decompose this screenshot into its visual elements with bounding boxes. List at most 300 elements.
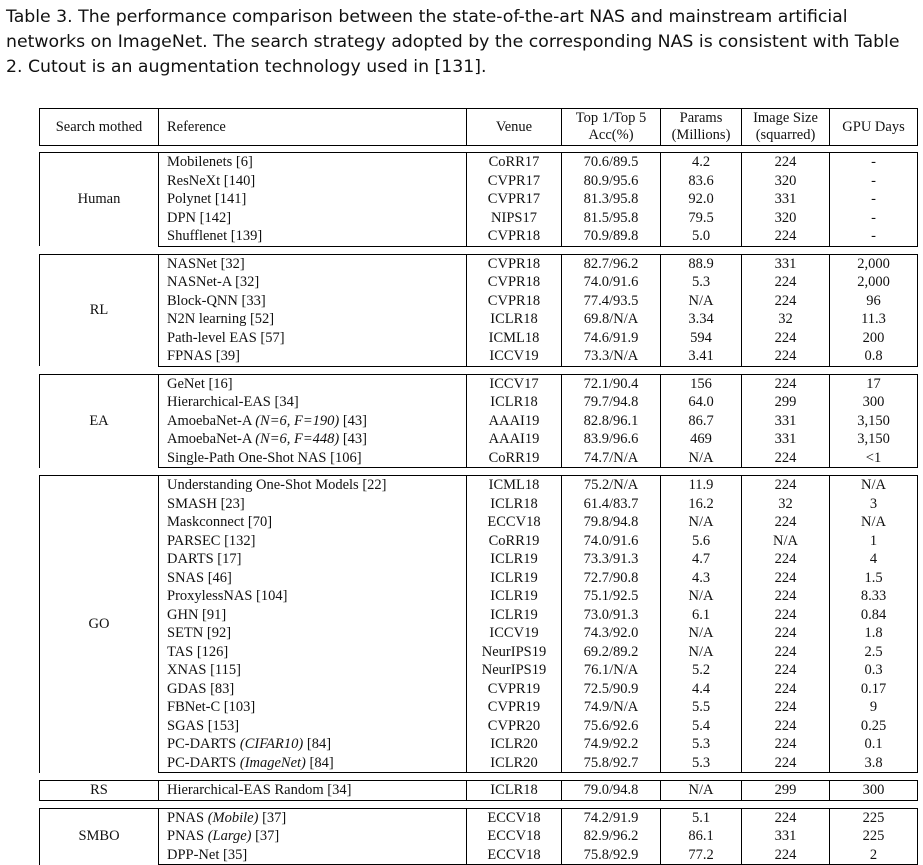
reference-variant: (Mobile) — [207, 809, 259, 826]
reference-cell — [159, 209, 467, 228]
reference-citation: [37] — [258, 809, 287, 826]
header-venue: Venue — [467, 109, 562, 146]
accuracy-cell: 74.3/92.0 — [562, 624, 661, 643]
table-row — [40, 449, 918, 468]
params-cell: 4.7 — [661, 550, 742, 569]
accuracy-cell: 82.9/96.2 — [562, 827, 661, 846]
accuracy-cell: 72.7/90.8 — [562, 569, 661, 588]
params-cell: 6.1 — [661, 606, 742, 625]
table-row — [40, 153, 918, 172]
reference-text: Shufflenet [139] — [167, 228, 263, 244]
table-row — [40, 735, 918, 754]
table-row — [40, 569, 918, 588]
params-cell: 5.3 — [661, 735, 742, 754]
table-row — [40, 698, 918, 717]
reference-text: TAS [126] — [167, 643, 229, 660]
reference-cell — [159, 393, 467, 412]
gpu-days-cell: 300 — [830, 393, 918, 412]
reference-text: SMASH [23] — [167, 495, 245, 512]
reference-variant: (Large) — [207, 828, 252, 844]
accuracy-cell: 70.9/89.8 — [562, 227, 661, 246]
group-spacer — [40, 246, 918, 254]
accuracy-cell: 81.5/95.8 — [562, 209, 661, 228]
image-size-cell: 224 — [742, 698, 830, 717]
reference-text: AmoebaNet-A — [167, 412, 256, 429]
gpu-days-cell: N/A — [830, 513, 918, 532]
venue-cell: ICLR19 — [467, 606, 562, 625]
table-header — [40, 109, 918, 146]
table-row — [40, 190, 918, 209]
method-group-smbo — [40, 808, 918, 865]
reference-cell — [159, 624, 467, 643]
reference-cell — [159, 680, 467, 699]
group-spacer — [40, 800, 918, 808]
gpu-days-cell: 0.8 — [830, 347, 918, 366]
reference-cell — [159, 698, 467, 717]
reference-cell — [159, 227, 467, 246]
image-size-cell: 224 — [742, 347, 830, 366]
gpu-days-cell: 2 — [830, 846, 918, 865]
reference-citation: [43] — [339, 431, 367, 447]
reference-citation: [43] — [339, 412, 367, 429]
reference-cell — [159, 781, 467, 801]
gpu-days-cell: 8.33 — [830, 587, 918, 606]
reference-text: NASNet-A [32] — [167, 274, 260, 290]
accuracy-cell: 69.2/89.2 — [562, 643, 661, 662]
venue-cell: CVPR19 — [467, 698, 562, 717]
venue-cell: ICML18 — [467, 476, 562, 495]
image-size-cell: 224 — [742, 374, 830, 393]
image-size-cell: 224 — [742, 153, 830, 172]
table-row — [40, 643, 918, 662]
reference-text: Maskconnect [70] — [167, 514, 273, 530]
image-size-cell: 224 — [742, 227, 830, 246]
table-row — [40, 476, 918, 495]
params-cell: N/A — [661, 292, 742, 311]
table-row — [40, 846, 918, 865]
params-cell: 11.9 — [661, 476, 742, 495]
gpu-days-cell: - — [830, 209, 918, 228]
search-method-cell: Human — [40, 153, 159, 247]
image-size-cell: 224 — [742, 680, 830, 699]
reference-cell — [159, 754, 467, 773]
gpu-days-cell: 2,000 — [830, 273, 918, 292]
table-row — [40, 227, 918, 246]
venue-cell: CVPR20 — [467, 717, 562, 736]
venue-cell: CVPR17 — [467, 190, 562, 209]
venue-cell: ICCV19 — [467, 347, 562, 366]
accuracy-cell: 79.7/94.8 — [562, 393, 661, 412]
table-row — [40, 781, 918, 801]
reference-variant: (CIFAR10) — [239, 736, 304, 752]
reference-cell — [159, 449, 467, 468]
accuracy-cell: 72.1/90.4 — [562, 374, 661, 393]
params-cell: 594 — [661, 329, 742, 348]
gpu-days-cell: - — [830, 227, 918, 246]
accuracy-cell: 75.6/92.6 — [562, 717, 661, 736]
reference-text: SGAS [153] — [167, 717, 240, 734]
params-cell: 5.6 — [661, 532, 742, 551]
reference-cell — [159, 550, 467, 569]
reference-text: ResNeXt [140] — [167, 172, 256, 189]
image-size-cell: 224 — [742, 717, 830, 736]
venue-cell: ICCV17 — [467, 374, 562, 393]
table-row — [40, 329, 918, 348]
venue-cell: CVPR18 — [467, 227, 562, 246]
gpu-days-cell: 200 — [830, 329, 918, 348]
reference-text: FPNAS [39] — [167, 348, 240, 364]
params-cell: 3.34 — [661, 310, 742, 329]
reference-cell — [159, 412, 467, 431]
venue-cell: CVPR17 — [467, 172, 562, 191]
header-params-line2: (Millions) — [671, 127, 731, 143]
accuracy-cell: 74.9/N/A — [562, 698, 661, 717]
accuracy-cell: 80.9/95.6 — [562, 172, 661, 191]
table-row — [40, 587, 918, 606]
image-size-cell: 224 — [742, 808, 830, 827]
reference-citation: [84] — [305, 754, 334, 771]
accuracy-cell: 83.9/96.6 — [562, 430, 661, 449]
accuracy-cell: 73.3/91.3 — [562, 550, 661, 569]
accuracy-cell: 79.8/94.8 — [562, 513, 661, 532]
accuracy-cell: 75.8/92.7 — [562, 754, 661, 773]
reference-text: N2N learning [52] — [167, 311, 275, 327]
table-row — [40, 495, 918, 514]
accuracy-cell: 75.1/92.5 — [562, 587, 661, 606]
reference-variant: (N=6, F=190) — [255, 412, 340, 429]
reference-cell — [159, 606, 467, 625]
image-size-cell: 331 — [742, 412, 830, 431]
accuracy-cell: 82.7/96.2 — [562, 254, 661, 273]
image-size-cell: 331 — [742, 190, 830, 209]
image-size-cell: 224 — [742, 587, 830, 606]
params-cell: 5.2 — [661, 661, 742, 680]
table-row — [40, 808, 918, 827]
reference-text: Hierarchical-EAS Random [34] — [167, 782, 352, 798]
venue-cell: ECCV18 — [467, 808, 562, 827]
header-accuracy-line1: Top 1/Top 5 — [575, 110, 647, 126]
table-row — [40, 827, 918, 846]
reference-text: DARTS [17] — [167, 551, 242, 567]
accuracy-cell: 72.5/90.9 — [562, 680, 661, 699]
reference-cell — [159, 476, 467, 495]
venue-cell: ICML18 — [467, 329, 562, 348]
venue-cell: ICLR18 — [467, 495, 562, 514]
reference-cell — [159, 172, 467, 191]
image-size-cell: N/A — [742, 532, 830, 551]
accuracy-cell: 75.2/N/A — [562, 476, 661, 495]
params-cell: 77.2 — [661, 846, 742, 865]
reference-text: Understanding One-Shot Models [22] — [167, 477, 387, 493]
image-size-cell: 224 — [742, 569, 830, 588]
reference-text: NASNet [32] — [167, 255, 245, 272]
params-cell: 79.5 — [661, 209, 742, 228]
header-image-size-line1: Image Size — [753, 110, 818, 126]
accuracy-cell: 82.8/96.1 — [562, 412, 661, 431]
venue-cell: ICLR18 — [467, 310, 562, 329]
reference-text: AmoebaNet-A — [167, 431, 256, 447]
search-method-cell: EA — [40, 374, 159, 468]
venue-cell: ICLR20 — [467, 754, 562, 773]
accuracy-cell: 73.3/N/A — [562, 347, 661, 366]
table-row — [40, 680, 918, 699]
params-cell: 88.9 — [661, 254, 742, 273]
image-size-cell: 224 — [742, 624, 830, 643]
reference-text: PNAS — [167, 828, 208, 844]
reference-text: ProxylessNAS [104] — [167, 588, 288, 604]
header-image-size — [742, 109, 830, 146]
gpu-days-cell: - — [830, 153, 918, 172]
params-cell: 5.1 — [661, 808, 742, 827]
gpu-days-cell: 3.8 — [830, 754, 918, 773]
reference-cell — [159, 329, 467, 348]
venue-cell: ICLR19 — [467, 569, 562, 588]
accuracy-cell: 77.4/93.5 — [562, 292, 661, 311]
image-size-cell: 320 — [742, 209, 830, 228]
reference-cell — [159, 513, 467, 532]
gpu-days-cell: 96 — [830, 292, 918, 311]
accuracy-cell: 74.7/N/A — [562, 449, 661, 468]
reference-cell — [159, 532, 467, 551]
header-accuracy-line2: Acc(%) — [588, 127, 634, 143]
reference-variant: (N=6, F=448) — [255, 431, 340, 447]
venue-cell: ECCV18 — [467, 513, 562, 532]
reference-text: Block-QNN [33] — [167, 292, 266, 309]
accuracy-cell: 61.4/83.7 — [562, 495, 661, 514]
table-row — [40, 310, 918, 329]
header-image-size-line2: (squarred) — [755, 127, 816, 143]
venue-cell: ICLR18 — [467, 393, 562, 412]
params-cell: N/A — [661, 624, 742, 643]
gpu-days-cell: 9 — [830, 698, 918, 717]
reference-cell — [159, 273, 467, 292]
venue-cell: ICLR19 — [467, 550, 562, 569]
params-cell: N/A — [661, 513, 742, 532]
reference-cell — [159, 190, 467, 209]
params-cell: 3.41 — [661, 347, 742, 366]
gpu-days-cell: 2.5 — [830, 643, 918, 662]
params-cell: N/A — [661, 781, 742, 801]
image-size-cell: 224 — [742, 661, 830, 680]
reference-cell — [159, 569, 467, 588]
reference-citation: [37] — [251, 828, 280, 844]
reference-text: PNAS — [167, 809, 208, 826]
search-method-cell: GO — [40, 476, 159, 773]
params-cell: 4.2 — [661, 153, 742, 172]
image-size-cell: 32 — [742, 495, 830, 514]
table-row — [40, 430, 918, 449]
reference-cell — [159, 808, 467, 827]
reference-variant: (ImageNet) — [239, 754, 306, 771]
image-size-cell: 224 — [742, 329, 830, 348]
table-row — [40, 513, 918, 532]
venue-cell: ICCV19 — [467, 624, 562, 643]
image-size-cell: 299 — [742, 781, 830, 801]
params-cell: 5.3 — [661, 754, 742, 773]
table-row — [40, 606, 918, 625]
venue-cell: NeurIPS19 — [467, 643, 562, 662]
image-size-cell: 224 — [742, 476, 830, 495]
accuracy-cell: 74.6/91.9 — [562, 329, 661, 348]
gpu-days-cell: 1.8 — [830, 624, 918, 643]
venue-cell: ICLR20 — [467, 735, 562, 754]
image-size-cell: 331 — [742, 430, 830, 449]
accuracy-cell: 76.1/N/A — [562, 661, 661, 680]
image-size-cell: 331 — [742, 827, 830, 846]
reference-cell — [159, 827, 467, 846]
reference-cell — [159, 643, 467, 662]
table-row — [40, 717, 918, 736]
reference-cell — [159, 661, 467, 680]
venue-cell: AAAI19 — [467, 412, 562, 431]
header-params — [661, 109, 742, 146]
reference-text: FBNet-C [103] — [167, 699, 256, 715]
params-cell: N/A — [661, 449, 742, 468]
params-cell: 86.7 — [661, 412, 742, 431]
accuracy-cell: 73.0/91.3 — [562, 606, 661, 625]
reference-cell — [159, 430, 467, 449]
table-row — [40, 347, 918, 366]
gpu-days-cell: 0.1 — [830, 735, 918, 754]
table-row — [40, 393, 918, 412]
params-cell: 83.6 — [661, 172, 742, 191]
reference-text: SNAS [46] — [167, 569, 232, 586]
image-size-cell: 224 — [742, 513, 830, 532]
group-spacer — [40, 146, 918, 153]
gpu-days-cell: - — [830, 190, 918, 209]
comparison-table — [39, 108, 918, 865]
reference-text: Single-Path One-Shot NAS [106] — [167, 449, 362, 466]
table-row — [40, 292, 918, 311]
venue-cell: CVPR19 — [467, 680, 562, 699]
gpu-days-cell: 0.84 — [830, 606, 918, 625]
gpu-days-cell: 0.25 — [830, 717, 918, 736]
image-size-cell: 224 — [742, 550, 830, 569]
table-row — [40, 550, 918, 569]
accuracy-cell: 79.0/94.8 — [562, 781, 661, 801]
params-cell: 156 — [661, 374, 742, 393]
reference-text: Mobilenets [6] — [167, 154, 253, 170]
params-cell: 86.1 — [661, 827, 742, 846]
reference-text: SETN [92] — [167, 625, 232, 641]
venue-cell: CVPR18 — [467, 273, 562, 292]
header-search-method: Search mothed — [40, 109, 159, 146]
accuracy-cell: 74.2/91.9 — [562, 808, 661, 827]
search-method-cell: SMBO — [40, 808, 159, 865]
image-size-cell: 224 — [742, 449, 830, 468]
search-method-cell: RL — [40, 254, 159, 366]
gpu-days-cell: 3 — [830, 495, 918, 514]
table-row — [40, 209, 918, 228]
gpu-days-cell: 1.5 — [830, 569, 918, 588]
method-group-human — [40, 153, 918, 247]
image-size-cell: 224 — [742, 735, 830, 754]
table-row — [40, 661, 918, 680]
reference-cell — [159, 495, 467, 514]
reference-cell — [159, 846, 467, 865]
reference-cell — [159, 347, 467, 366]
gpu-days-cell: 4 — [830, 550, 918, 569]
method-group-go — [40, 476, 918, 773]
method-group-ea — [40, 374, 918, 468]
gpu-days-cell: - — [830, 172, 918, 191]
params-cell: 5.5 — [661, 698, 742, 717]
image-size-cell: 224 — [742, 606, 830, 625]
table-row — [40, 374, 918, 393]
table-row — [40, 624, 918, 643]
venue-cell: ECCV18 — [467, 827, 562, 846]
reference-text: Hierarchical-EAS [34] — [167, 394, 299, 410]
header-reference: Reference — [159, 109, 467, 146]
header-params-line1: Params — [679, 110, 723, 126]
table-row — [40, 532, 918, 551]
group-spacer — [40, 468, 918, 476]
reference-text: Polynet [141] — [167, 191, 247, 207]
image-size-cell: 224 — [742, 643, 830, 662]
reference-cell — [159, 717, 467, 736]
params-cell: 5.3 — [661, 273, 742, 292]
image-size-cell: 320 — [742, 172, 830, 191]
accuracy-cell: 69.8/N/A — [562, 310, 661, 329]
venue-cell: ICLR18 — [467, 781, 562, 801]
gpu-days-cell: 17 — [830, 374, 918, 393]
gpu-days-cell: 2,000 — [830, 254, 918, 273]
gpu-days-cell: 11.3 — [830, 310, 918, 329]
image-size-cell: 224 — [742, 846, 830, 865]
venue-cell: NIPS17 — [467, 209, 562, 228]
venue-cell: ICLR19 — [467, 587, 562, 606]
table-row — [40, 412, 918, 431]
reference-text: DPN [142] — [167, 209, 232, 226]
reference-cell — [159, 310, 467, 329]
image-size-cell: 32 — [742, 310, 830, 329]
params-cell: 4.3 — [661, 569, 742, 588]
reference-text: DPP-Net [35] — [167, 846, 248, 863]
header-accuracy — [562, 109, 661, 146]
image-size-cell: 224 — [742, 273, 830, 292]
accuracy-cell: 81.3/95.8 — [562, 190, 661, 209]
venue-cell: NeurIPS19 — [467, 661, 562, 680]
gpu-days-cell: 0.3 — [830, 661, 918, 680]
table-row — [40, 254, 918, 273]
reference-cell — [159, 735, 467, 754]
group-spacer — [40, 773, 918, 781]
venue-cell: CoRR19 — [467, 449, 562, 468]
gpu-days-cell: 3,150 — [830, 412, 918, 431]
venue-cell: AAAI19 — [467, 430, 562, 449]
reference-text: GHN [91] — [167, 606, 227, 623]
table-caption: Table 3. The performance comparison between the state-of-the-art NAS and mainstream artificial networks on ImageNet. The search strategy adopted by the corresponding NAS is consistent with Table 2. Cutout is an augmentation technology used in [131]. — [6, 7, 900, 77]
reference-text: XNAS [115] — [167, 662, 241, 678]
accuracy-cell: 74.9/92.2 — [562, 735, 661, 754]
reference-text: GeNet [16] — [167, 375, 233, 392]
params-cell: 92.0 — [661, 190, 742, 209]
reference-cell — [159, 374, 467, 393]
image-size-cell: 224 — [742, 754, 830, 773]
venue-cell: CoRR17 — [467, 153, 562, 172]
table-row — [40, 172, 918, 191]
venue-cell: ECCV18 — [467, 846, 562, 865]
gpu-days-cell: N/A — [830, 476, 918, 495]
venue-cell: CoRR19 — [467, 532, 562, 551]
params-cell: 469 — [661, 430, 742, 449]
reference-cell — [159, 292, 467, 311]
gpu-days-cell: 0.17 — [830, 680, 918, 699]
gpu-days-cell: 1 — [830, 532, 918, 551]
reference-text: PC-DARTS — [167, 754, 240, 771]
accuracy-cell: 75.8/92.9 — [562, 846, 661, 865]
group-spacer — [40, 366, 918, 374]
